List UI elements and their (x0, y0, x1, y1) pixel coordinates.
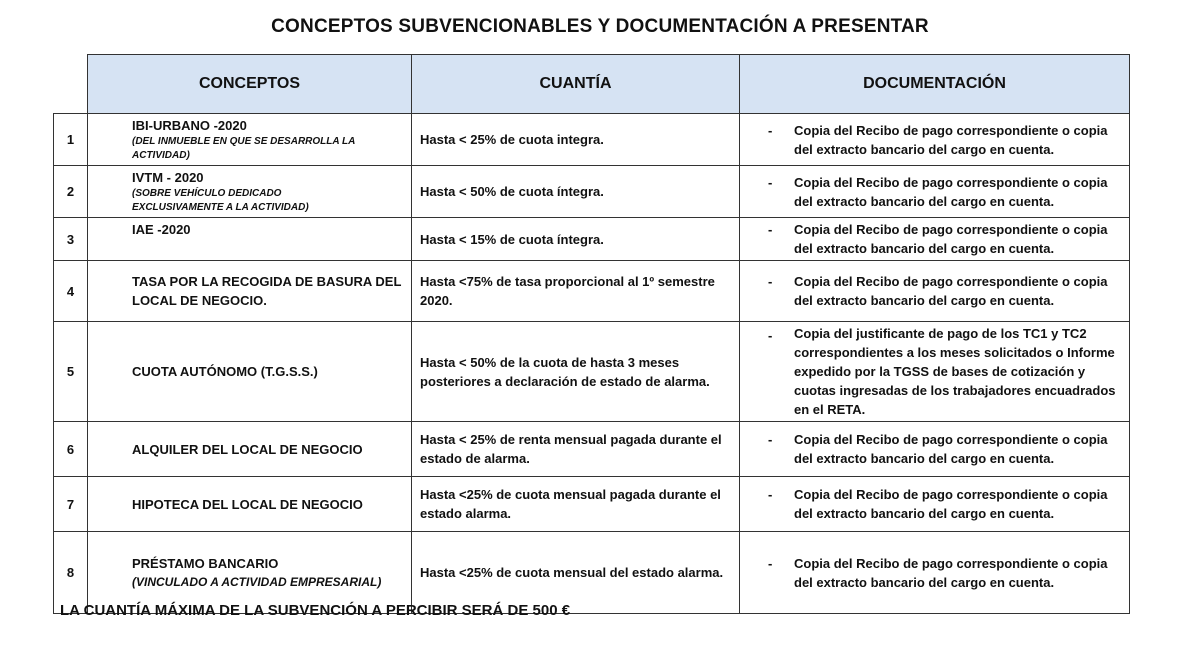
row-number: 1 (54, 114, 88, 166)
documentation-text: Copia del Recibo de pago correspondiente o copia del extracto bancario del cargo en cuenta. (794, 274, 1108, 308)
table-row (54, 218, 1130, 261)
bullet-dash: - (768, 555, 773, 571)
bullet-dash: - (768, 174, 773, 190)
table-row (54, 261, 1130, 322)
footer-note: LA CUANTÍA MÁXIMA DE LA SUBVENCIÓN A PERCIBIR SERÁ DE 500 € (60, 602, 571, 619)
concept-label: IBI-URBANO -2020 (132, 118, 247, 133)
row-number: 2 (54, 166, 88, 218)
concept-cell (88, 477, 412, 532)
concept-label: ALQUILER DEL LOCAL DE NEGOCIO (132, 441, 363, 457)
concept-cell (88, 218, 412, 261)
bullet-dash: - (768, 222, 773, 237)
row-number: 7 (54, 477, 88, 532)
concepts-table (53, 54, 1130, 614)
header-amount: CUANTÍA (412, 55, 740, 114)
documentation-text: Copia del Recibo de pago correspondiente o copia del extracto bancario del cargo en cuenta. (794, 174, 1108, 209)
amount-cell: Hasta < 50% de cuota íntegra. (412, 166, 740, 218)
header-blank-cell (54, 55, 88, 114)
documentation-cell (740, 218, 1130, 261)
concept-note: (VINCULADO A ACTIVIDAD EMPRESARIAL) (132, 575, 382, 589)
concept-label: CUOTA AUTÓNOMO (T.G.S.S.) (132, 364, 318, 379)
concept-label: IVTM - 2020 (132, 170, 204, 185)
table-row (54, 166, 1130, 218)
amount-cell: Hasta <25% de cuota mensual del estado alarma. (412, 532, 740, 614)
amount-cell: Hasta < 25% de renta mensual pagada durante el estado de alarma. (412, 422, 740, 477)
concept-cell (88, 114, 412, 166)
documentation-text: Copia del Recibo de pago correspondiente o copia del extracto bancario del cargo en cuenta. (794, 222, 1108, 256)
documentation-cell (740, 322, 1130, 422)
documentation-cell (740, 261, 1130, 322)
amount-cell: Hasta < 25% de cuota integra. (412, 114, 740, 166)
table-row (54, 322, 1130, 422)
header-concepts: CONCEPTOS (88, 55, 412, 114)
amount-cell: Hasta <75% de tasa proporcional al 1º semestre 2020. (412, 261, 740, 322)
row-number: 3 (54, 218, 88, 261)
row-number: 5 (54, 322, 88, 422)
concept-label: HIPOTECA DEL LOCAL DE NEGOCIO (132, 496, 363, 512)
documentation-text: Copia del Recibo de pago correspondiente o copia del extracto bancario del cargo en cuenta. (794, 487, 1108, 521)
concept-note: (SOBRE VEHÍCULO DEDICADO EXCLUSIVAMENTE A LA ACTIVIDAD) (132, 188, 309, 213)
concept-cell (88, 166, 412, 218)
bullet-dash: - (768, 432, 773, 447)
table-row (54, 422, 1130, 477)
row-number: 4 (54, 261, 88, 322)
concept-note: (DEL INMUEBLE EN QUE SE DESARROLLA LA ACTIVIDAD) (132, 136, 355, 161)
concept-cell (88, 322, 412, 422)
documentation-cell (740, 532, 1130, 614)
table-header-row (54, 55, 1130, 114)
amount-cell: Hasta <25% de cuota mensual pagada durante el estado alarma. (412, 477, 740, 532)
row-number: 6 (54, 422, 88, 477)
header-documentation: DOCUMENTACIÓN (740, 55, 1130, 114)
bullet-dash: - (768, 122, 773, 138)
table-row (54, 477, 1130, 532)
page-title: CONCEPTOS SUBVENCIONABLES Y DOCUMENTACIÓN A PRESENTAR (271, 16, 929, 37)
bullet-dash: - (768, 328, 773, 343)
documentation-cell (740, 114, 1130, 166)
row-number: 8 (54, 532, 88, 614)
documentation-cell (740, 477, 1130, 532)
concept-label: PRÉSTAMO BANCARIO (132, 556, 279, 571)
concept-cell (88, 261, 412, 322)
table-row (54, 114, 1130, 166)
documentation-text: Copia del justificante de pago de los TC1 y TC2 correspondientes a los meses solicitados o Informe expedido por la TGSS de bases de cotización y cuotas ingresadas de los trabajadores encuadrados en el RETA. (794, 326, 1116, 417)
documentation-cell (740, 422, 1130, 477)
documentation-text: Copia del Recibo de pago correspondiente o copia del extracto bancario del cargo en cuenta. (794, 122, 1108, 157)
bullet-dash: - (768, 274, 773, 289)
amount-cell: Hasta < 50% de la cuota de hasta 3 meses posteriores a declaración de estado de alarma. (412, 322, 740, 422)
amount-cell: Hasta < 15% de cuota íntegra. (412, 218, 740, 261)
concept-cell (88, 422, 412, 477)
documentation-cell (740, 166, 1130, 218)
concept-label: IAE -2020 (132, 222, 191, 237)
documentation-text: Copia del Recibo de pago correspondiente o copia del extracto bancario del cargo en cuenta. (794, 432, 1108, 466)
documentation-text: Copia del Recibo de pago correspondiente o copia del extracto bancario del cargo en cuenta. (794, 555, 1108, 590)
concept-label: TASA POR LA RECOGIDA DE BASURA DEL LOCAL DE NEGOCIO. (132, 274, 402, 308)
bullet-dash: - (768, 487, 773, 502)
